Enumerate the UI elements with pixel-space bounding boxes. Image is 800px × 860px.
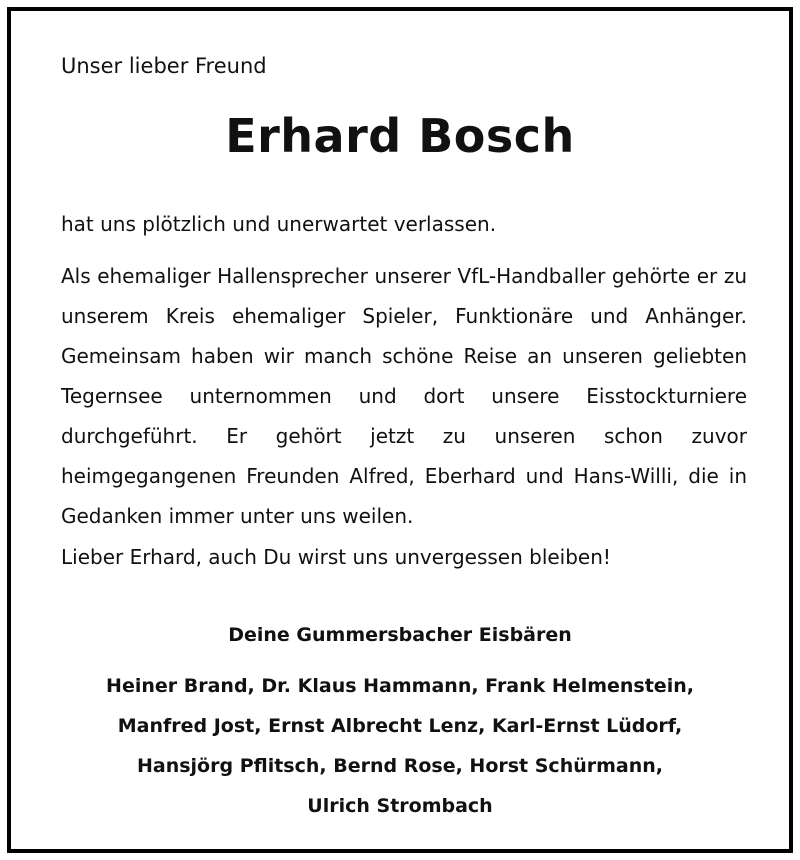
paragraph-departure: hat uns plötzlich und unerwartet verlassen. [61,212,497,236]
signatory-line: Hansjörg Pflitsch, Bernd Rose, Horst Schürmann, [136,755,664,777]
paragraph-farewell: Lieber Erhard, auch Du wirst uns unvergessen bleiben! [61,545,611,569]
signatory-line: Heiner Brand, Dr. Klaus Hammann, Frank Helmenstein, [106,675,694,697]
paragraph-memories: Als ehemaliger Hallensprecher unserer VfL-Handballer gehörte er zu unserem Kreis ehemaliger Spieler, Funktionäre und Anhänger. Gemeinsam haben wir manch schöne Reise an unseren geliebten Tegernsee unternommen und dort unsere Eisstockturniere durchgeführt. Er gehört jetzt zu unseren schon zuvor heimgegangenen Freunden Alfred, Eberhard und Hans-Willi, die in Gedanken immer unter uns weilen. [61,264,747,528]
signoff: Deine Gummersbacher Eisbären [228,624,572,646]
obituary-notice [7,7,793,853]
signatory-line: Ulrich Strombach [307,795,493,817]
signatory-line: Manfred Jost, Ernst Albrecht Lenz, Karl-Ernst Lüdorf, [117,715,683,737]
deceased-name: Erhard Bosch [225,109,575,163]
signatory-names [51,666,749,826]
intro-line: Unser lieber Freund [61,54,267,78]
